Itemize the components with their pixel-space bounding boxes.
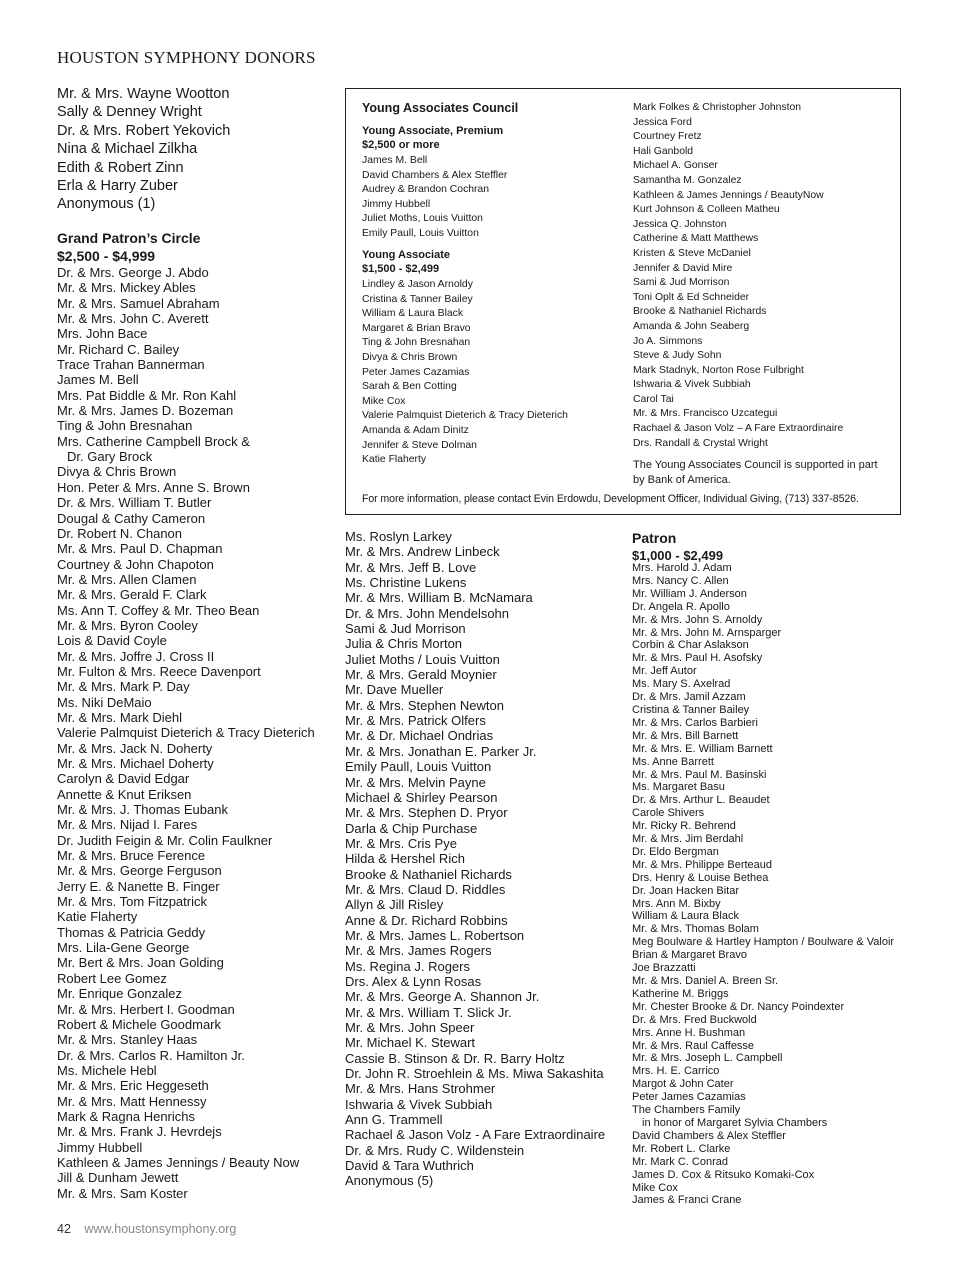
list-item: Ms. Regina J. Rogers	[345, 958, 470, 974]
list-item: Mr. & Mrs. Joffre J. Cross II	[57, 648, 215, 664]
list-item: Kristen & Steve McDaniel	[633, 247, 751, 259]
list-item: Mr. & Mrs. Hans Strohmer	[345, 1081, 496, 1097]
list-item: Dr. & Mrs. Fred Buckwold	[632, 1013, 757, 1026]
list-item: James D. Cox & Ritsuko Komaki-Cox	[632, 1168, 815, 1181]
list-item: Mrs. H. E. Carrico	[632, 1065, 720, 1078]
list-item: Ms. Niki DeMaio	[57, 694, 152, 710]
list-item: Mrs. Nancy C. Allen	[632, 574, 729, 587]
list-item: Mike Cox	[632, 1181, 678, 1194]
list-item: Mr. & Mrs. Joseph L. Campbell	[632, 1052, 783, 1065]
list-item: Emily Paull, Louis Vuitton	[362, 227, 479, 239]
list-item: Mr. Mark C. Conrad	[632, 1155, 728, 1168]
page-title: HOUSTON SYMPHONY DONORS	[57, 48, 316, 67]
list-item: Dr. & Mrs. Arthur L. Beaudet	[632, 794, 770, 807]
list-item: Trace Trahan Bannerman	[57, 357, 205, 373]
list-item: Sami & Jud Morrison	[345, 621, 466, 637]
list-item: Mr. & Mrs. John Speer	[345, 1020, 475, 1035]
list-item: Ms. Margaret Basu	[632, 781, 725, 794]
list-item: Sally & Denney Wright	[57, 104, 202, 121]
list-item: Mr. & Mrs. Herbert I. Goodman	[57, 1001, 235, 1017]
list-item: Mr. & Mrs. George A. Shannon Jr.	[345, 989, 540, 1005]
list-item: Dr. & Mrs. Jamil Azzam	[632, 691, 746, 704]
list-item: Juliet Moths, Louis Vuitton	[362, 213, 483, 225]
list-item: Cassie B. Stinson & Dr. R. Barry Holtz	[345, 1050, 565, 1066]
ya-right-list	[633, 101, 843, 451]
list-item: Dr. & Mrs. Rudy C. Wildenstein	[345, 1142, 525, 1158]
list-item: Mr. & Mrs. John M. Arnsparger	[632, 626, 782, 639]
list-item: Mr. & Mrs. Raul Caffesse	[632, 1039, 755, 1052]
grand-patron-header	[57, 230, 200, 265]
list-item: Cristina & Tanner Bailey	[632, 703, 750, 716]
list-item: Mr. & Mrs. Stephen D. Pryor	[345, 805, 508, 821]
list-item: Anne & Dr. Richard Robbins	[345, 912, 508, 928]
list-item: Ms. Anne Barrett	[632, 755, 714, 768]
list-item: Dr. Robert N. Chanon	[57, 525, 183, 541]
list-item: Juliet Moths / Louis Vuitton	[345, 651, 500, 667]
list-item: Katherine M. Briggs	[632, 987, 729, 1000]
list-item: Mr. & Mrs. James L. Robertson	[345, 927, 525, 943]
grand-patron-range: $2,500 - $4,999	[57, 248, 156, 264]
list-item: Ms. Christine Lukens	[345, 575, 467, 591]
list-item: Mr. Enrique Gonzalez	[57, 986, 183, 1002]
list-item: Mark Stadnyk, Norton Rose Fulbright	[633, 364, 804, 376]
list-item: Katie Flaherty	[362, 454, 427, 466]
list-item: Mr. & Mrs. George Ferguson	[57, 863, 222, 879]
ya-premium-list	[362, 154, 507, 242]
list-item: Mr. Chester Brooke & Dr. Nancy Poindexter	[632, 1000, 845, 1013]
list-item: Michael A. Gonser	[633, 160, 718, 172]
list-item: Mr. & Mrs. Mark Diehl	[57, 709, 182, 725]
list-item: Mr. & Mrs. J. Thomas Eubank	[57, 802, 228, 818]
list-item: Meg Boulware & Hartley Hampton / Boulware & Valoir	[632, 936, 895, 949]
list-item: Erla & Harry Zuber	[57, 178, 178, 195]
list-item: Hali Ganbold	[633, 145, 694, 157]
list-item: Mr. & Mrs. Philippe Berteaud	[632, 858, 773, 871]
page-number: 42	[57, 1222, 71, 1236]
list-item: Divya & Chris Brown	[362, 351, 458, 363]
list-item: Jessica Ford	[633, 116, 692, 128]
list-item: Brooke & Nathaniel Richards	[633, 306, 767, 318]
list-item: Mr. & Mrs. Allen Clamen	[57, 571, 197, 587]
list-item: Mr. & Mrs. Byron Cooley	[57, 617, 198, 633]
list-item: Mr. & Mrs. Michael Doherty	[57, 756, 214, 771]
site-url[interactable]: www.houstonsymphony.org	[84, 1222, 237, 1236]
list-item: Mr. & Mrs. John C. Averett	[57, 311, 209, 327]
list-item: Jo A. Simmons	[633, 335, 703, 347]
list-item: Mr. Dave Mueller	[345, 682, 444, 698]
list-item: Ishwaria & Vivek Subbiah	[633, 379, 751, 391]
list-item: Mr. & Mrs. Claud D. Riddles	[345, 881, 506, 897]
list-item: Dougal & Cathy Cameron	[57, 510, 206, 526]
list-item: Mr. & Mrs. Jeff B. Love	[345, 559, 477, 575]
list-item: Lois & David Coyle	[57, 633, 167, 649]
list-item: Ann G. Trammell	[345, 1112, 443, 1128]
list-item: Ishwaria & Vivek Subbiah	[345, 1096, 493, 1112]
list-item: Mr. & Mrs. Mark P. Day	[57, 679, 190, 695]
list-item: Mr. & Mrs. William B. McNamara	[345, 590, 533, 606]
list-item: Mr. & Mrs. Andrew Linbeck	[345, 544, 500, 560]
list-item: Mr. & Mrs. William T. Slick Jr.	[345, 1004, 512, 1020]
list-item: Jennifer & David Mire	[633, 262, 733, 274]
ya-premium-label: Young Associate, Premium	[362, 125, 504, 137]
list-item: Rachael & Jason Volz – A Fare Extraordinaire	[633, 423, 844, 435]
list-item: Kathleen & James Jennings / BeautyNow	[633, 189, 824, 201]
patron-list	[632, 562, 894, 1207]
list-item: Mr. & Mrs. Thomas Bolam	[632, 923, 759, 936]
list-item: Jimmy Hubbell	[57, 1139, 143, 1155]
list-item: David Chambers & Alex Steffler	[632, 1129, 786, 1142]
list-item: Mr. & Mrs. Mickey Ables	[57, 280, 196, 296]
list-item: Mark & Ragna Henrichs	[57, 1108, 195, 1124]
list-item: Dr. Judith Feigin & Mr. Colin Faulkner	[57, 832, 273, 848]
list-item: Mr. & Mrs. John S. Arnoldy	[632, 613, 763, 626]
list-item: Brian & Margaret Bravo	[632, 949, 747, 962]
list-item: Allyn & Jill Risley	[345, 897, 444, 913]
list-item: Dr. & Mrs. George J. Abdo	[57, 265, 209, 280]
list-item: Jessica Q. Johnston	[633, 218, 727, 230]
list-item: James M. Bell	[57, 372, 139, 388]
list-item: Steve & Judy Sohn	[633, 350, 722, 362]
list-item: Lindley & Jason Arnoldy	[362, 279, 473, 290]
list-item: Toni Oplt & Ed Schneider	[633, 291, 750, 303]
list-item: James M. Bell	[362, 155, 428, 166]
list-item: Nina & Michael Zilkha	[57, 141, 198, 158]
ya-contact-info: For more information, please contact Evin Erdowdu, Development Officer, Individual Giving, (713) 337-8526.	[362, 493, 859, 505]
list-item: Mr. Michael K. Stewart	[345, 1035, 476, 1051]
patron-header	[632, 530, 723, 565]
list-item: Mr. Bert & Mrs. Joan Golding	[57, 955, 224, 971]
list-item: Ms. Mary S. Axelrad	[632, 678, 731, 691]
list-item: Samantha M. Gonzalez	[633, 174, 742, 186]
list-item: Mr. & Mrs. Paul H. Asofsky	[632, 652, 763, 665]
list-item: in honor of Margaret Sylvia Chambers	[642, 1116, 828, 1129]
list-item: Edith & Robert Zinn	[57, 159, 184, 176]
list-item: Michael & Shirley Pearson	[345, 789, 498, 805]
list-item: Mr. & Mrs. Jonathan E. Parker Jr.	[345, 743, 537, 759]
list-item: William & Laura Black	[632, 910, 739, 923]
list-item: Mr. & Mrs. Stanley Haas	[57, 1032, 198, 1048]
list-item: Drs. Alex & Lynn Rosas	[345, 973, 482, 989]
list-item: Mrs. Lila-Gene George	[57, 940, 190, 956]
patron-range: $1,000 - $2,499	[632, 548, 724, 563]
col2-list	[345, 529, 605, 1189]
list-item: Joe Brazzatti	[632, 962, 696, 975]
list-item: Mr. & Mrs. Gerald Moynier	[345, 667, 497, 683]
list-item: Sami & Jud Morrison	[633, 277, 730, 289]
list-item: William & Laura Black	[362, 308, 464, 320]
list-item: Hilda & Hershel Rich	[345, 851, 465, 867]
list-item: Mrs. Ann M. Bixby	[632, 897, 721, 910]
list-item: Amanda & Adam Dinitz	[362, 424, 469, 436]
list-item: Kurt Johnson & Colleen Matheu	[633, 204, 780, 216]
list-item: Jimmy Hubbell	[362, 198, 431, 210]
list-item: Mr. Robert L. Clarke	[632, 1142, 731, 1155]
list-item: Robert & Michele Goodmark	[57, 1016, 222, 1032]
list-item: Mr. & Mrs. Wayne Wootton	[57, 86, 230, 102]
list-item: Mr. Jeff Autor	[632, 665, 697, 678]
ya-support-note: The Young Associates Council is supported in part by Bank of America.	[633, 459, 878, 486]
list-item: Ting & John Bresnahan	[57, 418, 193, 434]
col1-top-list	[57, 85, 230, 214]
list-item: David Chambers & Alex Steffler	[362, 169, 508, 181]
list-item: Mr. & Mrs. Frank J. Hevrdejs	[57, 1124, 222, 1140]
list-item: Ms. Ann T. Coffey & Mr. Theo Bean	[57, 602, 260, 618]
list-item: Jill & Dunham Jewett	[57, 1170, 179, 1186]
grand-patron-list	[57, 265, 315, 1201]
list-item: Ting & John Bresnahan	[362, 337, 471, 349]
list-item: Mrs. Catherine Campbell Brock &	[57, 433, 250, 449]
ya-premium-range: $2,500 or more	[362, 139, 440, 151]
list-item: Valerie Palmquist Dieterich & Tracy Dieterich	[362, 410, 568, 422]
list-item: Divya & Chris Brown	[57, 464, 177, 480]
list-item: Kathleen & James Jennings / Beauty Now	[57, 1154, 300, 1170]
list-item: Mr. & Mrs. Carlos Barbieri	[632, 716, 758, 729]
list-item: Dr. Eldo Bergman	[632, 845, 719, 858]
list-item: Mr. & Mrs. Bruce Ference	[57, 848, 206, 864]
list-item: Mr. Ricky R. Behrend	[632, 820, 736, 833]
list-item: Dr. John R. Stroehlein & Ms. Miwa Sakashita	[345, 1066, 604, 1082]
list-item: Margaret & Brian Bravo	[362, 322, 471, 334]
list-item: Mr. & Mrs. Paul M. Basinski	[632, 768, 767, 781]
footer	[57, 1222, 236, 1236]
list-item: Mr. & Mrs. Jim Berdahl	[632, 833, 744, 846]
list-item: Mr. & Mrs. Gerald F. Clark	[57, 587, 207, 603]
list-item: Carol Tai	[633, 393, 674, 405]
grand-patron-title: Grand Patron’s Circle	[57, 230, 201, 246]
list-item: Mr. & Mrs. James Rogers	[345, 943, 492, 959]
list-item: Robert Lee Gomez	[57, 970, 167, 986]
patron-title: Patron	[632, 530, 677, 546]
list-item: Amanda & John Seaberg	[633, 320, 750, 332]
list-item: Thomas & Patricia Geddy	[57, 924, 206, 940]
list-item: Mr. & Mrs. Samuel Abraham	[57, 295, 220, 311]
list-item: Anonymous (1)	[57, 196, 156, 213]
list-item: Peter James Cazamias	[362, 366, 470, 378]
list-item: Ms. Michele Hebl	[57, 1062, 157, 1078]
list-item: Cristina & Tanner Bailey	[362, 293, 473, 305]
list-item: Mrs. John Bace	[57, 326, 148, 342]
list-item: Mr. & Mrs. Paul D. Chapman	[57, 541, 223, 557]
list-item: Mr. William J. Anderson	[632, 587, 747, 600]
list-item: Dr. & Mrs. John Mendelsohn	[345, 605, 510, 621]
list-item: Mr. & Mrs. Daniel A. Breen Sr.	[632, 975, 779, 987]
list-item: Dr. & Mrs. Robert Yekovich	[57, 122, 231, 139]
list-item: Anonymous (5)	[345, 1173, 434, 1189]
list-item: Dr. & Mrs. Carlos R. Hamilton Jr.	[57, 1047, 245, 1063]
list-item: Ms. Roslyn Larkey	[345, 529, 452, 544]
list-item: Rachael & Jason Volz - A Fare Extraordinaire	[345, 1127, 606, 1143]
list-item: Carolyn & David Edgar	[57, 771, 190, 787]
list-item: Brooke & Nathaniel Richards	[345, 866, 512, 882]
list-item: Dr. & Mrs. William T. Butler	[57, 495, 212, 511]
list-item: Darla & Chip Purchase	[345, 820, 478, 836]
list-item: Julia & Chris Morton	[345, 636, 463, 652]
list-item: Peter James Cazamias	[632, 1091, 746, 1104]
list-item: Mr. Fulton & Mrs. Reece Davenport	[57, 663, 261, 679]
list-item: Carole Shivers	[632, 807, 705, 820]
list-item: Jerry E. & Nanette B. Finger	[57, 878, 220, 894]
list-item: Mr. & Mrs. James D. Bozeman	[57, 403, 234, 419]
list-item: Dr. Gary Brock	[67, 449, 153, 465]
list-item: Mrs. Anne H. Bushman	[632, 1026, 746, 1039]
list-item: Mike Cox	[362, 395, 406, 407]
list-item: Mr. & Mrs. Bill Barnett	[632, 729, 739, 742]
list-item: The Chambers Family	[632, 1104, 741, 1117]
list-item: Mr. & Mrs. Matt Hennessy	[57, 1093, 207, 1109]
list-item: Mr. & Mrs. Tom Fitzpatrick	[57, 894, 207, 910]
list-item: Katie Flaherty	[57, 909, 138, 925]
list-item: Mr. Richard C. Bailey	[57, 341, 180, 357]
list-item: Emily Paull, Louis Vuitton	[345, 759, 492, 775]
list-item: Dr. Joan Hacken Bitar	[632, 884, 739, 897]
list-item: Mrs. Harold J. Adam	[632, 562, 732, 574]
list-item: Courtney Fretz	[633, 131, 702, 143]
ya-associate-list	[362, 278, 568, 468]
list-item: Courtney & John Chapoton	[57, 556, 214, 572]
list-item: Dr. Angela R. Apollo	[632, 600, 730, 613]
list-item: Mr. & Mrs. Nijad I. Fares	[57, 817, 198, 833]
list-item: Mr. & Mrs. Stephen Newton	[345, 697, 504, 713]
list-item: Drs. Randall & Crystal Wright	[633, 437, 768, 449]
list-item: Mr. & Mrs. E. William Barnett	[632, 742, 773, 755]
list-item: Drs. Henry & Louise Bethea	[632, 871, 769, 884]
list-item: Catherine & Matt Matthews	[633, 233, 759, 245]
list-item: Mark Folkes & Christopher Johnston	[633, 102, 802, 113]
list-item: Audrey & Brandon Cochran	[362, 184, 490, 196]
list-item: Annette & Knut Eriksen	[57, 786, 192, 802]
list-item: Corbin & Char Aslakson	[632, 639, 749, 652]
list-item: Valerie Palmquist Dieterich & Tracy Dieterich	[57, 725, 315, 741]
list-item: Margot & John Cater	[632, 1078, 734, 1091]
list-item: Mr. & Mrs. Patrick Olfers	[345, 713, 486, 729]
ya-title: Young Associates Council	[362, 101, 519, 115]
list-item: David & Tara Wuthrich	[345, 1158, 474, 1174]
list-item: Jennifer & Steve Dolman	[362, 439, 477, 451]
list-item: Mr. & Dr. Michael Ondrias	[345, 728, 494, 744]
list-item: Mr. & Mrs. Melvin Payne	[345, 774, 486, 790]
list-item: Sarah & Ben Cotting	[362, 381, 457, 393]
list-item: Mr. & Mrs. Cris Pye	[345, 835, 457, 851]
list-item: Mr. & Mrs. Eric Heggeseth	[57, 1078, 209, 1094]
ya-associate-label: Young Associate	[362, 249, 451, 261]
list-item: Mr. & Mrs. Francisco Uzcategui	[633, 408, 778, 420]
list-item: Mr. & Mrs. Sam Koster	[57, 1185, 188, 1201]
list-item: Mrs. Pat Biddle & Mr. Ron Kahl	[57, 387, 237, 403]
list-item: Hon. Peter & Mrs. Anne S. Brown	[57, 479, 250, 495]
list-item: James & Franci Crane	[632, 1194, 742, 1207]
list-item: Mr. & Mrs. Jack N. Doherty	[57, 740, 213, 756]
ya-associate-range: $1,500 - $2,499	[362, 263, 440, 275]
